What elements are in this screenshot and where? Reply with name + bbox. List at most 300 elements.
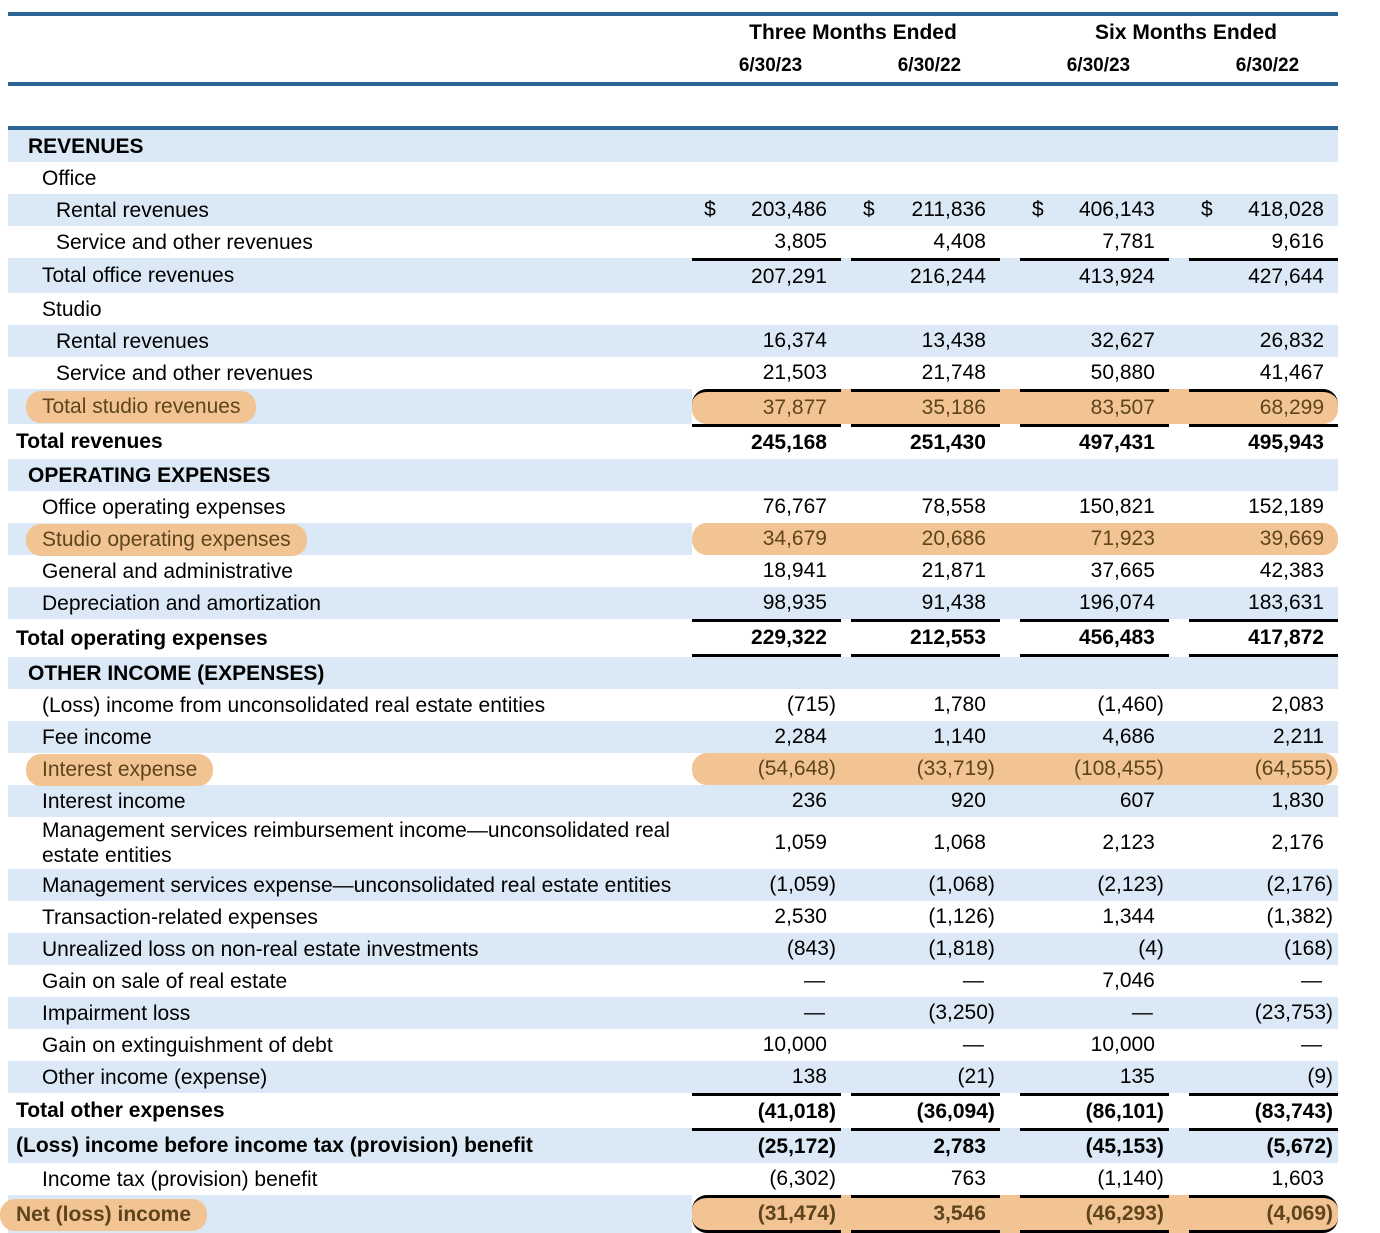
column-gap	[841, 357, 851, 389]
value-cell	[1189, 325, 1338, 357]
table-row	[8, 901, 1338, 933]
value-cell	[851, 689, 1000, 721]
column-gap	[841, 753, 851, 785]
value-cell	[851, 997, 1000, 1029]
column-gap	[1169, 1029, 1189, 1061]
value-cell	[1020, 325, 1169, 357]
value-cell	[851, 619, 1000, 657]
value-cell	[1020, 1163, 1169, 1195]
row-label: Transaction-related expenses	[42, 905, 318, 929]
value-text: 135	[1119, 1065, 1155, 1088]
value-cell	[692, 194, 841, 226]
value-cell	[1189, 357, 1338, 389]
column-gap	[841, 689, 851, 721]
table-row	[8, 293, 1338, 325]
value-cell	[692, 1093, 841, 1128]
value-cell	[692, 817, 841, 869]
table-row	[8, 357, 1338, 389]
value-cell	[851, 721, 1000, 753]
value-text: 21,748	[921, 361, 986, 384]
value-cell	[1020, 657, 1169, 689]
value-text: 497,431	[1078, 431, 1155, 454]
table-row	[8, 689, 1338, 721]
value-text: (1,818)	[928, 937, 995, 960]
value-cell	[1020, 1093, 1169, 1128]
value-text: 4,408	[933, 230, 986, 253]
value-cell	[1189, 1061, 1338, 1093]
value-text: 78,558	[921, 495, 986, 518]
value-cell	[692, 226, 841, 258]
period-header-row	[8, 12, 1338, 49]
row-label: Total revenues	[16, 430, 163, 453]
value-text: 83,507	[1090, 396, 1155, 419]
table-row	[8, 130, 1338, 162]
value-text: —	[962, 969, 984, 992]
value-cell	[1189, 619, 1338, 657]
value-text: 98,935	[762, 591, 827, 614]
value-text: 35,186	[921, 396, 986, 419]
table-row	[8, 997, 1338, 1029]
value-cell	[1020, 1061, 1169, 1093]
value-cell	[851, 130, 1000, 162]
table-row	[8, 389, 1338, 424]
value-text: 20,686	[921, 527, 986, 550]
value-text: 1,068	[933, 831, 986, 854]
row-label: Total other expenses	[16, 1099, 225, 1122]
date-column-header: 6/30/22	[851, 49, 1000, 86]
value-text: 1,830	[1271, 789, 1324, 812]
value-cell	[1189, 523, 1338, 555]
value-text: 21,503	[762, 361, 827, 384]
highlight-marker: Studio operating expenses	[26, 524, 307, 556]
value-cell	[851, 162, 1000, 194]
column-gap	[1169, 619, 1189, 657]
value-text: —	[1131, 1001, 1153, 1024]
highlight-marker: Total studio revenues	[26, 391, 256, 423]
column-gap	[1000, 357, 1020, 389]
value-cell	[692, 721, 841, 753]
value-cell	[1189, 901, 1338, 933]
row-label: Total operating expenses	[16, 626, 268, 650]
value-cell	[1020, 1195, 1169, 1233]
column-gap	[841, 1163, 851, 1195]
value-cell	[851, 753, 1000, 785]
table-row	[8, 785, 1338, 817]
value-text: 138	[791, 1065, 827, 1088]
value-cell	[851, 491, 1000, 523]
value-cell	[692, 555, 841, 587]
value-text: 150,821	[1078, 495, 1155, 518]
column-gap	[841, 1128, 851, 1163]
value-cell	[851, 657, 1000, 689]
value-cell	[692, 587, 841, 619]
value-text: (5,672)	[1266, 1135, 1333, 1158]
value-cell	[1020, 587, 1169, 619]
column-gap	[1000, 389, 1020, 424]
value-cell	[1189, 1128, 1338, 1163]
column-gap	[1169, 997, 1189, 1029]
value-text: —	[803, 1001, 825, 1024]
column-gap	[1000, 965, 1020, 997]
value-text: 251,430	[909, 431, 986, 454]
value-text: 211,836	[911, 198, 986, 221]
column-gap	[1000, 817, 1020, 869]
value-text: 1,780	[933, 693, 986, 716]
value-cell	[692, 1195, 841, 1233]
value-text: (83,743)	[1254, 1100, 1333, 1123]
value-cell	[1020, 965, 1169, 997]
period-group-three-months: Three Months Ended	[692, 12, 1000, 49]
row-label: Management services reimbursement income—unconsolidated real estate entities	[42, 819, 670, 867]
value-cell	[692, 293, 841, 325]
value-cell	[1020, 721, 1169, 753]
value-cell	[692, 657, 841, 689]
value-cell	[1020, 1128, 1169, 1163]
value-text: 2,284	[774, 725, 827, 748]
value-text: 183,631	[1248, 591, 1324, 614]
value-cell	[1020, 817, 1169, 869]
column-gap	[841, 721, 851, 753]
value-text: 32,627	[1090, 329, 1155, 352]
column-gap	[841, 587, 851, 619]
value-cell	[1189, 226, 1338, 258]
value-text: 1,603	[1271, 1167, 1324, 1190]
value-cell	[1020, 523, 1169, 555]
value-text: 18,941	[762, 559, 827, 582]
date-column-header: 6/30/23	[1020, 49, 1169, 86]
value-text: —	[1301, 969, 1322, 992]
value-text: (1,140)	[1097, 1167, 1164, 1190]
column-gap	[841, 1093, 851, 1128]
value-cell	[692, 785, 841, 817]
value-text: 236	[791, 789, 827, 812]
value-text: 37,665	[1090, 559, 1155, 582]
column-gap	[1000, 258, 1020, 293]
value-cell	[1020, 194, 1169, 226]
column-gap	[1169, 901, 1189, 933]
value-cell	[1020, 753, 1169, 785]
row-label: (Loss) income before income tax (provision) benefit	[16, 1134, 533, 1157]
value-cell	[851, 459, 1000, 491]
value-cell	[851, 1093, 1000, 1128]
value-cell	[851, 933, 1000, 965]
value-text: 50,880	[1090, 361, 1155, 384]
row-label: OTHER INCOME (EXPENSES)	[28, 661, 325, 685]
column-gap	[1000, 721, 1020, 753]
column-gap	[841, 933, 851, 965]
value-text: 216,244	[909, 265, 986, 288]
value-cell	[1189, 1195, 1338, 1233]
value-cell	[851, 901, 1000, 933]
value-cell	[1020, 424, 1169, 459]
value-text: 152,189	[1248, 495, 1324, 518]
value-text: (41,018)	[757, 1100, 836, 1123]
value-text: 427,644	[1248, 265, 1324, 288]
column-gap	[841, 619, 851, 657]
value-cell	[851, 965, 1000, 997]
column-gap	[1169, 1061, 1189, 1093]
column-gap	[841, 130, 851, 162]
value-text: (108,455)	[1073, 757, 1164, 780]
column-gap	[1000, 753, 1020, 785]
column-gap	[841, 194, 851, 226]
value-cell	[1020, 901, 1169, 933]
header-label-spacer	[8, 12, 692, 49]
value-text: 26,832	[1259, 329, 1324, 352]
row-label: Fee income	[42, 725, 152, 749]
column-gap	[1169, 491, 1189, 523]
column-gap	[841, 965, 851, 997]
row-label	[8, 753, 692, 785]
row-label: Service and other revenues	[56, 230, 313, 254]
column-gap	[1169, 162, 1189, 194]
row-label: Income tax (provision) benefit	[42, 1167, 318, 1191]
value-text: 418,028	[1248, 198, 1324, 221]
value-cell	[692, 1163, 841, 1195]
column-gap	[1169, 523, 1189, 555]
row-label: Unrealized loss on non-real estate investments	[42, 937, 479, 961]
value-cell	[692, 965, 841, 997]
column-gap	[1169, 555, 1189, 587]
value-cell	[692, 325, 841, 357]
table-body	[8, 130, 1338, 1233]
value-text: (31,474)	[757, 1202, 836, 1225]
column-gap	[1000, 587, 1020, 619]
value-text: (54,648)	[757, 757, 836, 780]
value-text: 207,291	[751, 265, 827, 288]
value-text: 2,211	[1273, 725, 1324, 748]
row-label	[8, 389, 692, 424]
value-cell	[1020, 293, 1169, 325]
value-cell	[851, 293, 1000, 325]
value-text: 196,074	[1078, 591, 1155, 614]
value-text: 21,871	[921, 559, 986, 582]
value-cell	[692, 753, 841, 785]
table-row	[8, 424, 1338, 459]
table-row	[8, 226, 1338, 258]
column-gap	[1000, 785, 1020, 817]
value-text: (1,460)	[1097, 693, 1164, 716]
value-text: 417,872	[1248, 626, 1324, 649]
value-text: (3,250)	[928, 1001, 995, 1024]
column-gap	[1000, 933, 1020, 965]
value-cell	[692, 997, 841, 1029]
row-label: OPERATING EXPENSES	[28, 463, 271, 487]
value-cell	[1020, 997, 1169, 1029]
column-gap	[841, 162, 851, 194]
value-text: —	[1301, 1033, 1322, 1056]
value-cell	[1189, 293, 1338, 325]
column-gap	[1169, 424, 1189, 459]
value-cell	[692, 389, 841, 424]
value-cell	[1020, 389, 1169, 424]
column-gap	[1169, 753, 1189, 785]
table-row	[8, 258, 1338, 293]
value-cell	[851, 817, 1000, 869]
row-label: Gain on sale of real estate	[42, 969, 288, 993]
value-text: 9,616	[1271, 230, 1324, 253]
column-gap	[1000, 619, 1020, 657]
table-row	[8, 459, 1338, 491]
value-cell	[692, 901, 841, 933]
value-cell	[1189, 817, 1338, 869]
table-header	[8, 12, 1338, 130]
value-cell	[1020, 785, 1169, 817]
value-text: (9)	[1307, 1065, 1333, 1088]
column-gap	[1169, 226, 1189, 258]
column-gap	[1000, 869, 1020, 901]
value-cell	[692, 619, 841, 657]
value-text: 495,943	[1248, 431, 1324, 454]
currency-symbol: $	[704, 198, 716, 221]
value-cell	[851, 1195, 1000, 1233]
row-label: Studio	[42, 297, 102, 321]
value-text: —	[803, 969, 825, 992]
table-row	[8, 587, 1338, 619]
value-text: (6,302)	[769, 1167, 836, 1190]
value-cell	[1189, 997, 1338, 1029]
value-cell	[851, 424, 1000, 459]
value-text: 920	[950, 789, 986, 812]
table-row	[8, 1195, 1338, 1233]
column-gap	[1169, 325, 1189, 357]
currency-symbol: $	[863, 198, 875, 221]
value-text: (36,094)	[916, 1100, 995, 1123]
value-cell	[1189, 459, 1338, 491]
value-cell	[1020, 555, 1169, 587]
value-cell	[1189, 130, 1338, 162]
value-cell	[1020, 491, 1169, 523]
value-text: (4)	[1138, 937, 1164, 960]
column-gap	[1000, 689, 1020, 721]
value-text: (46,293)	[1085, 1202, 1164, 1225]
value-text: (25,172)	[757, 1135, 836, 1158]
table-row	[8, 1029, 1338, 1061]
table-row	[8, 1093, 1338, 1128]
value-cell	[1189, 785, 1338, 817]
column-gap	[1000, 459, 1020, 491]
column-gap	[1169, 657, 1189, 689]
value-text: (45,153)	[1085, 1135, 1164, 1158]
value-text: (168)	[1283, 937, 1333, 960]
value-text: 7,781	[1102, 230, 1155, 253]
value-text: (64,555)	[1254, 757, 1333, 780]
column-gap	[1169, 293, 1189, 325]
column-gap	[1169, 689, 1189, 721]
value-cell	[692, 162, 841, 194]
value-cell	[1189, 389, 1338, 424]
column-gap	[841, 1029, 851, 1061]
table-row	[8, 933, 1338, 965]
value-cell	[1189, 258, 1338, 293]
table-row	[8, 194, 1338, 226]
value-text: 3,805	[774, 230, 827, 253]
value-cell	[1189, 657, 1338, 689]
value-cell	[1189, 587, 1338, 619]
table-row	[8, 817, 1338, 869]
column-gap	[1000, 657, 1020, 689]
value-text: 3,546	[933, 1202, 986, 1225]
column-gap	[841, 491, 851, 523]
column-gap	[841, 523, 851, 555]
column-gap	[1000, 1029, 1020, 1061]
value-cell	[851, 226, 1000, 258]
column-gap	[1169, 785, 1189, 817]
table-row	[8, 965, 1338, 997]
column-gap	[841, 997, 851, 1029]
value-cell	[1020, 130, 1169, 162]
value-text: (1,068)	[928, 873, 995, 896]
column-gap	[1169, 1195, 1189, 1233]
table-row	[8, 555, 1338, 587]
value-cell	[1189, 194, 1338, 226]
table-row	[8, 721, 1338, 753]
row-label: Depreciation and amortization	[42, 591, 321, 615]
header-gap	[1000, 12, 1020, 49]
value-cell	[692, 523, 841, 555]
value-cell	[851, 389, 1000, 424]
column-gap	[1000, 162, 1020, 194]
column-gap	[841, 325, 851, 357]
column-gap	[1000, 491, 1020, 523]
column-gap	[1000, 194, 1020, 226]
value-text: 42,383	[1259, 559, 1324, 582]
row-label: Gain on extinguishment of debt	[42, 1033, 333, 1057]
value-cell	[851, 357, 1000, 389]
value-cell	[1189, 491, 1338, 523]
value-text: 10,000	[762, 1033, 827, 1056]
table-row	[8, 491, 1338, 523]
column-gap	[841, 226, 851, 258]
value-cell	[851, 325, 1000, 357]
column-gap	[1000, 997, 1020, 1029]
value-cell	[692, 424, 841, 459]
value-text: 1,344	[1102, 905, 1155, 928]
value-text: 203,486	[751, 198, 827, 221]
header-label-spacer	[8, 49, 692, 86]
value-text: 1,059	[774, 831, 827, 854]
value-cell	[1020, 226, 1169, 258]
table-row	[8, 1163, 1338, 1195]
table-row	[8, 1061, 1338, 1093]
value-text: 91,438	[921, 591, 986, 614]
row-label: Office	[42, 166, 97, 190]
column-gap	[1000, 555, 1020, 587]
value-cell	[1189, 933, 1338, 965]
column-gap	[1000, 325, 1020, 357]
value-text: (2,176)	[1266, 873, 1333, 896]
value-text: 71,923	[1090, 527, 1155, 550]
value-text: (715)	[786, 693, 836, 716]
value-text: (1,382)	[1266, 905, 1333, 928]
table-row	[8, 162, 1338, 194]
value-cell	[1189, 1163, 1338, 1195]
value-text: 16,374	[762, 329, 827, 352]
column-gap	[1000, 130, 1020, 162]
value-text: 406,143	[1078, 198, 1155, 221]
column-gap	[1000, 1163, 1020, 1195]
value-cell	[851, 1029, 1000, 1061]
value-cell	[692, 258, 841, 293]
column-gap	[1169, 1093, 1189, 1128]
period-group-six-months: Six Months Ended	[1020, 12, 1338, 49]
column-gap	[1169, 587, 1189, 619]
value-cell	[1189, 1029, 1338, 1061]
value-text: 10,000	[1090, 1033, 1155, 1056]
table-row	[8, 1128, 1338, 1163]
value-cell	[692, 1029, 841, 1061]
column-gap	[1169, 933, 1189, 965]
